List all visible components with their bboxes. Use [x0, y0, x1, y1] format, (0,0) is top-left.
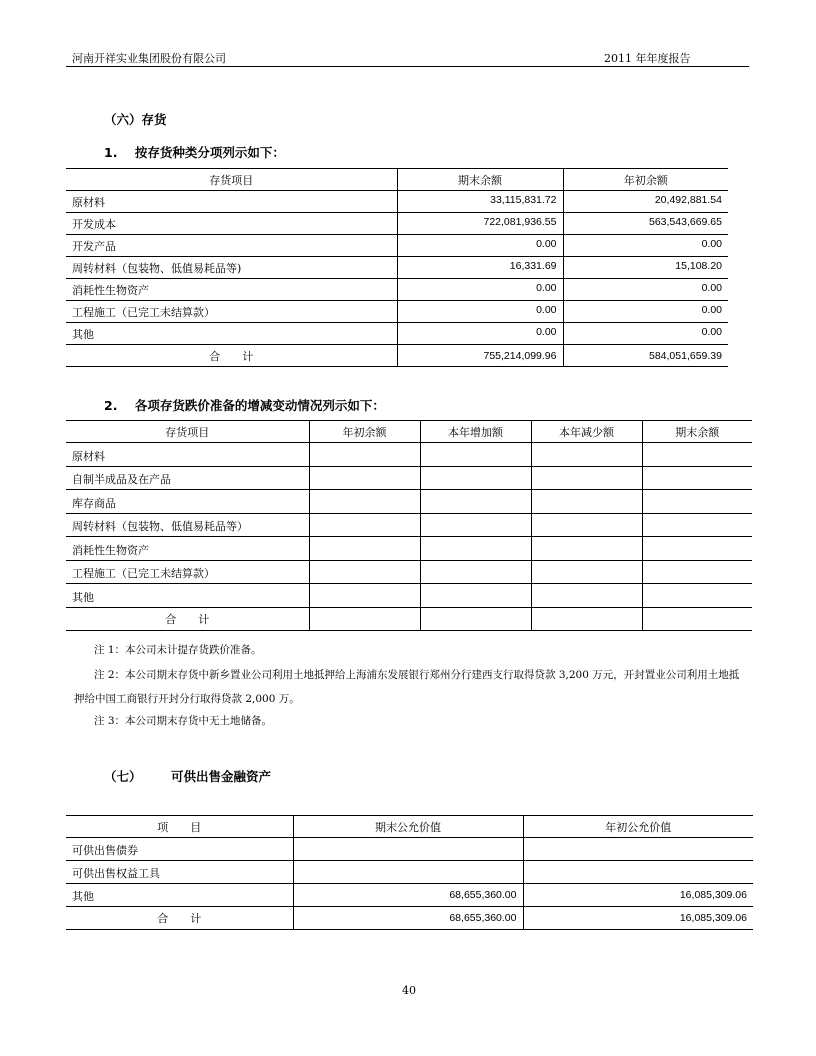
- empty-cell: [642, 537, 752, 561]
- total-label: 合 计: [66, 607, 309, 631]
- row-label: 消耗性生物资产: [66, 537, 309, 561]
- section-6-title: （六）存货: [104, 112, 167, 127]
- empty-cell: [531, 537, 642, 561]
- value-cell: 16,331.69: [397, 257, 563, 279]
- row-label: 原材料: [66, 191, 397, 213]
- table-row: [66, 191, 728, 213]
- inventory-table: [66, 168, 728, 367]
- total-value: 755,214,099.96: [397, 345, 563, 367]
- empty-cell: [309, 607, 420, 631]
- table-row: [66, 838, 753, 861]
- total-value: 16,085,309.06: [523, 907, 753, 930]
- row-label: 可供出售债券: [66, 838, 293, 861]
- row-label: 开发产品: [66, 235, 397, 257]
- table-row: [66, 537, 752, 561]
- header-cell: 存货项目: [66, 169, 397, 191]
- header-cell: 项 目: [66, 816, 293, 838]
- note-2-line-1: 注 2：本公司期末存货中新乡置业公司利用土地抵押给上海浦东发展银行郑州分行建西支行取得贷款 3,200 万元，开封置业公司利用土地抵: [94, 669, 740, 681]
- table-row: [66, 443, 752, 467]
- note-1: 注 1：本公司未计提存货跌价准备。: [94, 644, 262, 656]
- row-label: 周转材料（包装物、低值易耗品等): [66, 257, 397, 279]
- subsection-1-title: 1. 按存货种类分项列示如下：: [104, 145, 285, 160]
- row-label: 其他: [66, 584, 309, 608]
- row-label: 原材料: [66, 443, 309, 467]
- header-cell: 年初余额: [563, 169, 728, 191]
- empty-cell: [642, 560, 752, 584]
- table-row: [66, 861, 753, 884]
- empty-cell: [420, 443, 531, 467]
- empty-cell: [309, 513, 420, 537]
- empty-cell: [642, 584, 752, 608]
- header-cell: 存货项目: [66, 421, 309, 443]
- value-cell: [523, 838, 753, 861]
- row-label: 其他: [66, 323, 397, 345]
- total-label: 合 计: [66, 345, 397, 367]
- empty-cell: [642, 443, 752, 467]
- total-value: 68,655,360.00: [293, 907, 523, 930]
- empty-cell: [531, 513, 642, 537]
- header-cell: 期末公允价值: [293, 816, 523, 838]
- empty-cell: [642, 607, 752, 631]
- table-row: [66, 213, 728, 235]
- empty-cell: [531, 443, 642, 467]
- header-cell: 年初公允价值: [523, 816, 753, 838]
- row-label: 工程施工（已完工未结算款）: [66, 301, 397, 323]
- empty-cell: [642, 490, 752, 514]
- table-row: [66, 301, 728, 323]
- row-label: 开发成本: [66, 213, 397, 235]
- table-row: [66, 884, 753, 907]
- empty-cell: [420, 466, 531, 490]
- table-row: [66, 235, 728, 257]
- header-rule: [66, 66, 749, 67]
- value-cell: 20,492,881.54: [563, 191, 728, 213]
- total-row: [66, 907, 753, 930]
- financial-assets-table: [66, 815, 753, 930]
- table-row: [66, 584, 752, 608]
- value-cell: [293, 861, 523, 884]
- empty-cell: [531, 490, 642, 514]
- value-cell: 722,081,936.55: [397, 213, 563, 235]
- row-label: 消耗性生物资产: [66, 279, 397, 301]
- table-row: [66, 257, 728, 279]
- empty-cell: [420, 537, 531, 561]
- value-cell: [293, 838, 523, 861]
- table-row: [66, 279, 728, 301]
- row-label: 自制半成品及在产品: [66, 466, 309, 490]
- value-cell: 0.00: [563, 323, 728, 345]
- table-row: [66, 490, 752, 514]
- total-row: [66, 345, 728, 367]
- empty-cell: [309, 537, 420, 561]
- table-header-row: [66, 169, 728, 191]
- empty-cell: [642, 513, 752, 537]
- value-cell: 0.00: [397, 301, 563, 323]
- empty-cell: [420, 560, 531, 584]
- value-cell: 0.00: [563, 279, 728, 301]
- total-value: 584,051,659.39: [563, 345, 728, 367]
- header-cell: 期末余额: [397, 169, 563, 191]
- header-cell: 本年减少额: [531, 421, 642, 443]
- value-cell: [523, 861, 753, 884]
- value-cell: 68,655,360.00: [293, 884, 523, 907]
- header-cell: 期末余额: [642, 421, 752, 443]
- total-label: 合 计: [66, 907, 293, 930]
- value-cell: 15,108.20: [563, 257, 728, 279]
- row-label: 周转材料（包装物、低值易耗品等）: [66, 513, 309, 537]
- note-2-line-2: 押给中国工商银行开封分行取得贷款 2,000 万。: [74, 693, 300, 705]
- value-cell: 0.00: [397, 323, 563, 345]
- empty-cell: [420, 513, 531, 537]
- header-cell: 年初余额: [309, 421, 420, 443]
- empty-cell: [531, 607, 642, 631]
- empty-cell: [309, 560, 420, 584]
- table-row: [66, 513, 752, 537]
- table-header-row: [66, 421, 752, 443]
- value-cell: 0.00: [397, 279, 563, 301]
- row-label: 其他: [66, 884, 293, 907]
- value-cell: 0.00: [563, 301, 728, 323]
- row-label: 工程施工（已完工未结算款）: [66, 560, 309, 584]
- impairment-table: [66, 420, 752, 631]
- empty-cell: [309, 490, 420, 514]
- table-row: [66, 560, 752, 584]
- value-cell: 33,115,831.72: [397, 191, 563, 213]
- value-cell: 16,085,309.06: [523, 884, 753, 907]
- empty-cell: [309, 584, 420, 608]
- header-cell: 本年增加额: [420, 421, 531, 443]
- empty-cell: [642, 466, 752, 490]
- subsection-2-title: 2. 各项存货跌价准备的增减变动情况列示如下：: [104, 398, 385, 413]
- empty-cell: [531, 584, 642, 608]
- empty-cell: [420, 490, 531, 514]
- section-7-title: 可供出售金融资产: [171, 769, 272, 784]
- value-cell: 0.00: [563, 235, 728, 257]
- section-7-number: （七）: [104, 769, 142, 784]
- table-row: [66, 466, 752, 490]
- row-label: 可供出售权益工具: [66, 861, 293, 884]
- empty-cell: [531, 466, 642, 490]
- total-row: [66, 607, 752, 631]
- empty-cell: [309, 466, 420, 490]
- note-3: 注 3：本公司期末存货中无土地储备。: [94, 715, 273, 727]
- table-header-row: [66, 816, 753, 838]
- value-cell: 0.00: [397, 235, 563, 257]
- empty-cell: [420, 584, 531, 608]
- empty-cell: [531, 560, 642, 584]
- page-number: 40: [402, 984, 416, 997]
- value-cell: 563,543,669.65: [563, 213, 728, 235]
- report-title: 2011 年年度报告: [604, 52, 691, 65]
- table-row: [66, 323, 728, 345]
- company-name: 河南开祥实业集团股份有限公司: [72, 52, 226, 65]
- row-label: 库存商品: [66, 490, 309, 514]
- empty-cell: [309, 443, 420, 467]
- empty-cell: [420, 607, 531, 631]
